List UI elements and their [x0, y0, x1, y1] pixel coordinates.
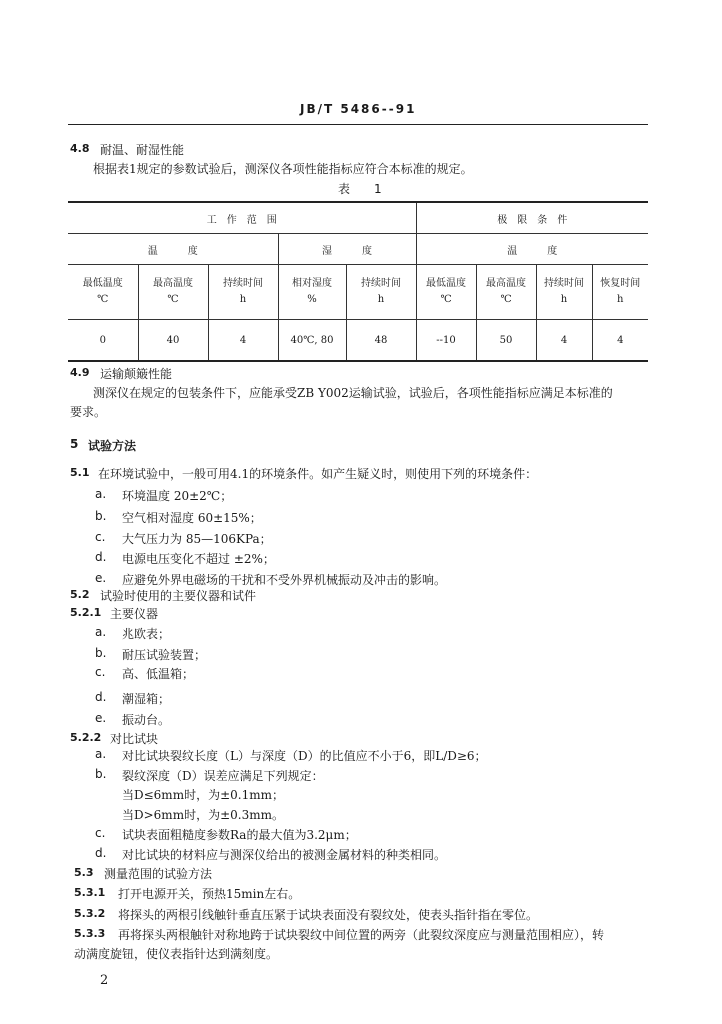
list-item: 兆欧表；: [122, 627, 171, 641]
table-group-working-range: 工 作 范 围: [68, 202, 416, 234]
section-5-3-2-text: 将探头的两根引线触针垂直压紧于试块表面没有裂纹处，使表头指针指在零位。: [118, 908, 539, 922]
table-group-limit-conditions: 极 限 条 件: [416, 202, 648, 234]
list-label: a.: [95, 625, 107, 639]
list-item: 裂纹深度（D）误差应满足下列规定：: [122, 769, 324, 783]
table-cell: 4: [536, 320, 592, 362]
section-5-3-1-number: 5.3.1: [74, 886, 106, 899]
list-item: 耐压试验装置；: [122, 648, 207, 662]
page-number: 2: [100, 973, 109, 988]
section-5-2-number: 5.2: [70, 588, 90, 601]
list-label: d.: [95, 690, 107, 704]
table-cell: 4: [208, 320, 278, 362]
list-label: b.: [95, 646, 107, 660]
table-col-header: 持续时间 h: [536, 265, 592, 320]
list-item: 潮湿箱；: [122, 692, 171, 706]
list-label: e.: [95, 711, 107, 725]
section-5-2-2-title: 对比试块: [110, 732, 159, 746]
list-label: c.: [95, 665, 106, 679]
section-5-3-number: 5.3: [74, 866, 94, 879]
list-item: 对比试块裂纹长度（L）与深度（D）的比值应不小于6，即L/D≥6；: [122, 749, 487, 763]
section-4-9-number: 4.9: [70, 366, 90, 379]
table-subgroup-humidity: 湿 度: [278, 234, 416, 265]
section-5-3-1-text: 打开电源开关，预热15min左右。: [118, 887, 301, 901]
list-item: 应避免外界电磁场的干扰和不受外界机械振动及冲击的影响。: [122, 573, 447, 587]
header-rule: [68, 124, 648, 125]
table-col-header: 最高温度 ℃: [476, 265, 536, 320]
list-item: 对比试块的材料应与测深仪给出的被测金属材料的种类相同。: [122, 848, 447, 862]
list-label: b.: [95, 767, 107, 781]
section-4-9-line-1: 测深仪在规定的包装条件下，应能承受ZB Y002运输试验，试验后，各项性能指标应满足本标准的: [93, 386, 613, 400]
section-4-8-number: 4.8: [70, 142, 90, 155]
table-subgroup-temperature: 温 度: [68, 234, 278, 265]
list-item: 试块表面粗糙度参数Ra的最大值为3.2μm；: [122, 828, 357, 842]
table-cell: 40℃, 80: [278, 320, 346, 362]
table-cell: 4: [592, 320, 648, 362]
table-cell: 48: [346, 320, 416, 362]
list-label: e.: [95, 571, 107, 585]
section-5-3-3-text: 再将探头两根触针对称地跨于试块裂纹中间位置的两旁（此裂纹深度应与测量范围相应），转: [118, 928, 605, 942]
section-5-3-2-number: 5.3.2: [74, 907, 106, 920]
section-4-8-title: 耐温、耐湿性能: [100, 143, 185, 157]
table-cell: 50: [476, 320, 536, 362]
table-col-header: 最高温度 ℃: [138, 265, 208, 320]
section-5-3-title: 测量范围的试验方法: [104, 867, 213, 881]
list-label: d.: [95, 550, 107, 564]
table-cell: 0: [68, 320, 138, 362]
section-5-3-3-continuation: 动满度旋钮，使仪表指针达到满刻度。: [74, 947, 279, 961]
table-col-header: 相对湿度 %: [278, 265, 346, 320]
list-label: c.: [95, 826, 106, 840]
section-5-2-1-title: 主要仪器: [110, 607, 159, 621]
list-item: 环境温度 20±2℃；: [122, 489, 233, 503]
table-col-header: 持续时间 h: [346, 265, 416, 320]
list-item: 大气压力为 85—106KPa；: [122, 532, 272, 546]
list-label: a.: [95, 487, 107, 501]
list-item: 电源电压变化不超过 ±2%；: [122, 552, 275, 566]
table-1: [68, 201, 648, 362]
table-1-caption: 表 1: [338, 182, 388, 196]
table-cell: --10: [416, 320, 476, 362]
list-item: 高、低温箱；: [122, 667, 195, 681]
standard-code-header: JB/T 5486--91: [300, 102, 417, 116]
section-4-9-line-2: 要求。: [70, 405, 107, 419]
section-5-title: 试验方法: [88, 439, 137, 453]
sub-item: 当D>6mm时，为±0.3mm。: [122, 808, 284, 822]
list-item: 振动台。: [122, 713, 171, 727]
sub-item: 当D≤6mm时，为±0.1mm；: [122, 788, 284, 802]
table-subgroup-limit-temperature: 温 度: [416, 234, 648, 265]
table-col-header: 持续时间 h: [208, 265, 278, 320]
table-col-header: 最低温度 ℃: [416, 265, 476, 320]
section-5-number: 5: [70, 437, 79, 451]
section-5-2-title: 试验时使用的主要仪器和试件: [100, 589, 257, 603]
section-4-9-title: 运输颠簸性能: [100, 367, 173, 381]
list-label: b.: [95, 509, 107, 523]
list-item: 空气相对湿度 60±15%；: [122, 511, 262, 525]
section-5-1-text: 在环境试验中，一般可用4.1的环境条件。如产生疑义时，则使用下列的环境条件：: [98, 467, 538, 481]
section-4-8-paragraph: 根据表1规定的参数试验后，测深仪各项性能指标应符合本标准的规定。: [93, 162, 473, 176]
list-label: d.: [95, 846, 107, 860]
list-label: c.: [95, 530, 106, 544]
table-col-header: 恢复时间 h: [592, 265, 648, 320]
table-col-header: 最低温度 ℃: [68, 265, 138, 320]
section-5-1-number: 5.1: [70, 466, 90, 479]
section-5-3-3-number: 5.3.3: [74, 927, 106, 940]
table-cell: 40: [138, 320, 208, 362]
section-5-2-2-number: 5.2.2: [70, 731, 102, 744]
section-5-2-1-number: 5.2.1: [70, 606, 102, 619]
list-label: a.: [95, 747, 107, 761]
